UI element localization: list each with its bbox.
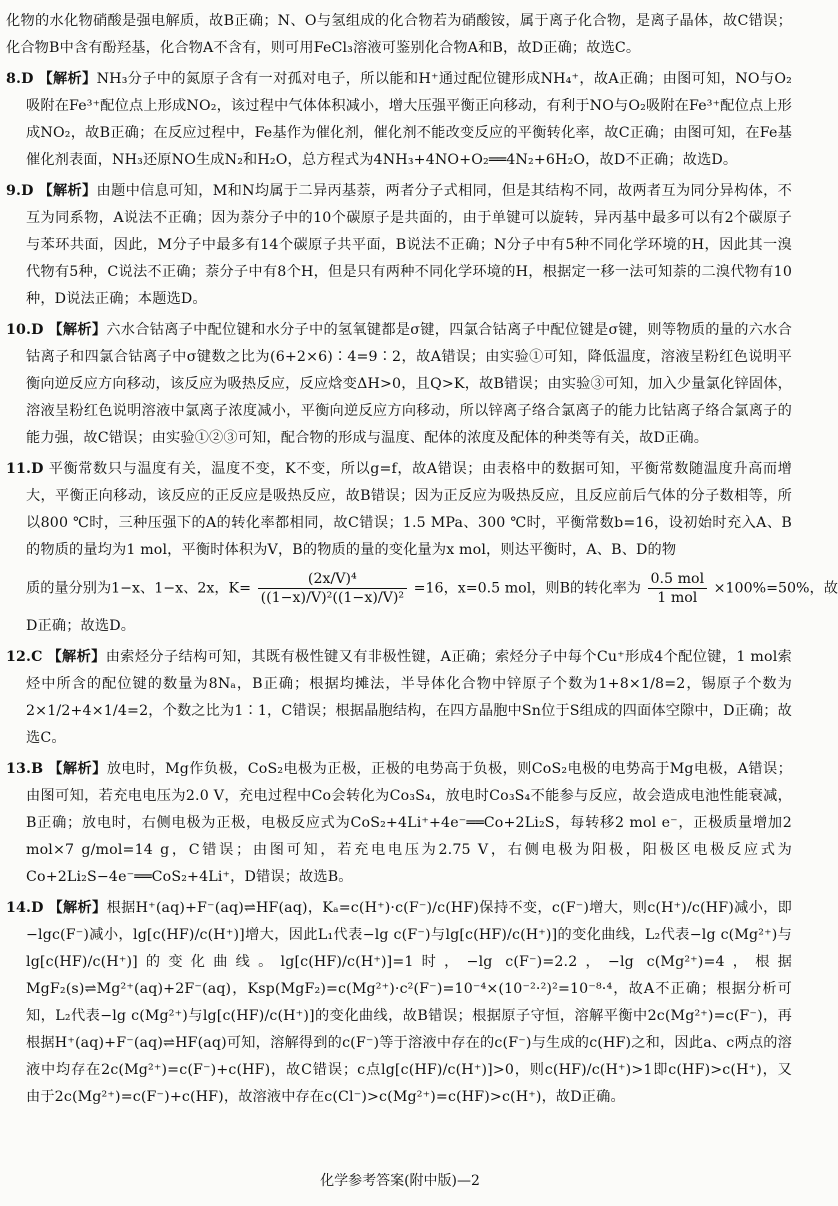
answer-letter: D [31, 322, 44, 338]
analysis-tag: 【解析】 [38, 183, 97, 199]
analysis-tag: 【解析】 [48, 900, 107, 916]
analysis-text: 放电时，Mg作负极，CoS₂电极为正极，正极的电势高于负极，则CoS₂电极的电势高于Mg电极，A错误；由图可知，若充电电压为2.0 V，充电过程中Co会转化为Co₃S₄，放电时Co₃S₄不能参与反应，故会造成电池性能衰减，B正确；放电时，右侧电极为正极，电极反应式为CoS₂+4Li⁺+4e⁻══Co+2Li₂S，每转移2 mol e⁻，正极质量增加2 mol×7 g/mol=14 g，C错误；由图可知，若充电电压为2.75 V，右侧电极为阳极，阳极区电极反应式为Co+2Li₂S−4e⁻══CoS₂+4Li⁺，D错误；故选B。 [26, 761, 792, 885]
question-number: 8. [6, 71, 22, 87]
equilibrium-formula [26, 570, 838, 607]
analysis-text: 由题中信息可知，M和N均属于二异丙基萘，两者分子式相同，但是其结构不同，故两者互为同分异构体，不互为同系物，A说法不正确；因为萘分子中的10个碳原子是共面的，由于单键可以旋转，异丙基中最多可以有2个碳原子与苯环共面，因此，M分子中最多有14个碳原子共平面，B说法不正确；N分子中有5种不同化学环境的H，因此其一溴代物有5种，C说法不正确；萘分子中有8个H，但是只有两种不同化学环境的H，根据定一移一法可知萘的二溴代物有10种，D说法正确；本题选D。 [26, 183, 792, 307]
question-number: 14. [6, 900, 32, 916]
analysis-tag: 【解析】 [48, 322, 107, 338]
analysis-tag: 【解析】 [48, 761, 107, 777]
answer-letter: C [31, 649, 43, 665]
k-denominator: ((1−x)/V)²((1−x)/V)² [260, 590, 405, 606]
page-footer: 化学参考答案(附中版)—2 [320, 1173, 480, 1189]
formula-prefix: 质的量分别为1−x、1−x、2x，K= [26, 580, 252, 597]
analysis-text: 由索烃分子结构可知，其既有极性键又有非极性键，A正确；索烃分子中每个Cu⁺形成4个配位键，1 mol索烃中所含的配位键的数量为8Nₐ，B正确；根据均摊法，半导体化合物中锌原子个数为1+8×1/8=2，锡原子个数为2×1/2+4×1/4=2，个数之比为1∶1，C错误；根据晶胞结构，在四方晶胞中Sn位于S组成的四面体空隙中，D正确；故选C。 [26, 649, 792, 746]
answer-letter: D [31, 461, 44, 477]
question-9 [6, 178, 792, 313]
intro-paragraph: 化物的水化物硝酸是强电解质，故B正确；N、O与氢组成的化合物若为硝酸铵，属于离子化合物，是离子晶体，故C错误；化合物B中含有酚羟基，化合物A不含有，则可用FeCl₃溶液可鉴别化合物A和B，故D正确；故选C。 [6, 13, 792, 56]
analysis-text: 六水合钴离子中配位键和水分子中的氢氧键都是σ键，四氯合钴离子中配位键是σ键，则等物质的量的六水合钴离子和四氯合钴离子中σ键数之比为(6+2×6)∶4=9∶2，故A错误；由实验①可知，降低温度，溶液呈粉红色说明平衡向逆反应方向移动，该反应为吸热反应，反应焓变ΔH>0，且Q>K，故B错误；由实验③可知，加入少量氯化锌固体，溶液呈粉红色说明溶液中氯离子浓度减小，平衡向逆反应方向移动，所以锌离子络合氯离子的能力比钴离子络合氯离子的能力强，故C错误；由实验①②③可知，配合物的形成与温度、配体的浓度及配体的种类等有关，故D正确。 [26, 322, 792, 446]
question-number: 10. [6, 322, 32, 338]
answer-letter: B [31, 761, 44, 777]
question-12 [6, 644, 792, 752]
k-numerator: (2x/V)⁴ [258, 570, 408, 589]
question-number: 13. [6, 761, 32, 777]
analysis-text: NH₃分子中的氮原子含有一对孤对电子，所以能和H⁺通过配位键形成NH₄⁺，故A正确；由图可知，NO与O₂吸附在Fe³⁺配位点上形成NO₂，该过程中气体体积减小，增大压强平衡正向移动，有利于NO与O₂吸附在Fe³⁺配位点上形成NO₂，故B正确；在反应过程中，Fe基作为催化剂，催化剂不能改变反应的平衡转化率，故C正确；由图可知，在Fe基催化剂表面，NH₃还原NO生成N₂和H₂O，总方程式为4NH₃+4NO+O₂══4N₂+6H₂O，故D不正确；故选D。 [26, 71, 792, 168]
conversion-denominator: 1 mol [657, 590, 698, 606]
analysis-text: 平衡常数只与温度有关，温度不变，K不变，所以g=f，故A错误；由表格中的数据可知，平衡常数随温度升高而增大，平衡正向移动，该反应的正反应是吸热反应，故B错误；因为正反应为吸热反应，且反应前后气体的分子数相等，所以800 ℃时，三种压强下的A的转化率都相同，故C错误；1.5 MPa、300 ℃时，平衡常数b=16，设初始时充入A、B的物质的量均为1 mol，平衡时体积为V，B的物质的量的变化量为x mol，则达平衡时，A、B、D的物 [26, 461, 792, 558]
question-number: 9. [6, 183, 22, 199]
analysis-tag: 【解析】 [47, 649, 106, 665]
question-11 [6, 456, 838, 640]
question-10 [6, 317, 792, 452]
question-number: 12. [6, 649, 32, 665]
question-8 [6, 66, 792, 174]
question-number: 11. [6, 461, 32, 477]
answer-letter: D [21, 71, 34, 87]
conversion-numerator: 0.5 mol [648, 570, 708, 589]
k-fraction [258, 570, 408, 607]
question-11-tail: D正确；故选D。 [26, 618, 136, 634]
formula-suffix: ×100%=50%，故 [713, 580, 838, 597]
page-content [6, 8, 838, 1111]
question-11-body [6, 456, 792, 564]
conversion-fraction [648, 570, 708, 607]
analysis-tag: 【解析】 [38, 71, 97, 87]
answer-letter: D [31, 900, 44, 916]
question-13 [6, 756, 792, 891]
formula-middle: =16，x=0.5 mol，则B的转化率为 [413, 580, 641, 597]
answer-letter: D [21, 183, 34, 199]
analysis-text: 根据H⁺(aq)+F⁻(aq)⇌HF(aq)，Kₐ=c(H⁺)·c(F⁻)/c(HF)保持不变，c(F⁻)增大，则c(H⁺)/c(HF)减小，即−lgc(F⁻)减小，lg[c(HF)/c(H⁺)]增大，因此L₁代表−lg c(F⁻)与lg[c(HF)/c(H⁺)]的变化曲线，L₂代表−lg c(Mg²⁺)与lg[c(HF)/c(H⁺)]的变化曲线。lg[c(HF)/c(H⁺)]=1时，−lg c(F⁻)=2.2，−lg c(Mg²⁺)=4，根据MgF₂(s)⇌Mg²⁺(aq)+2F⁻(aq)，Ksp(MgF₂)=c(Mg²⁺)·c²(F⁻)=10⁻⁴×(10⁻²·²)²=10⁻⁸·⁴，故A不正确；根据分析可知，L₂代表−lg c(Mg²⁺)与lg[c(HF)/c(H⁺)]的变化曲线，故B错误；根据原子守恒，溶解平衡中2c(Mg²⁺)=c(F⁻)，再根据H⁺(aq)+F⁻(aq)⇌HF(aq)可知，溶解得到的c(F⁻)等于溶液中存在的c(F⁻)与生成的c(HF)之和，因此a、c两点的溶液中均存在2c(Mg²⁺)=c(F⁻)+c(HF)，故C错误；c点lg[c(HF)/c(H⁺)]>0，则c(HF)/c(H⁺)>1即c(HF)>c(H⁺)，又由于2c(Mg²⁺)=c(F⁻)+c(HF)，故溶液中存在c(Cl⁻)>c(Mg²⁺)=c(HF)>c(H⁺)，故D正确。 [26, 900, 792, 1105]
question-14 [6, 895, 792, 1111]
